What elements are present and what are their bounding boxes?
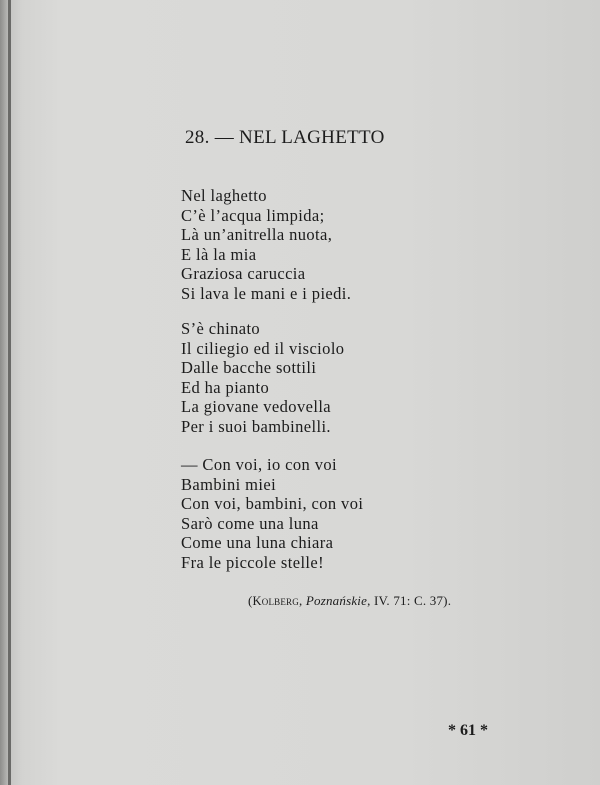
poem-title: 28. — NEL LAGHETTO xyxy=(185,127,385,148)
stanza-1 xyxy=(181,186,351,303)
verse-line: Come una luna chiara xyxy=(181,533,334,552)
verse-line: Là un’anitrella nuota, xyxy=(181,225,333,244)
verse-line: Per i suoi bambinelli. xyxy=(181,416,331,436)
verse-line: Con voi, bambini, con voi xyxy=(181,494,364,513)
verse-line: — Con voi, io con voi xyxy=(181,455,337,474)
verse-line: Sarò come una luna xyxy=(181,513,319,533)
citation-sep: , xyxy=(298,593,306,608)
verse-line: C’è l’acqua limpida; xyxy=(181,205,325,225)
verse-line: Nel laghetto xyxy=(181,186,267,205)
stanza-3 xyxy=(181,455,363,572)
verse-line: Si lava le mani e i piedi. xyxy=(181,283,352,303)
verse-line: Bambini miei xyxy=(181,474,277,494)
citation-open: ( xyxy=(248,593,253,608)
citation-ref: , IV. 71: C. 37). xyxy=(367,593,452,608)
verse-line: Il ciliegio ed il visciolo xyxy=(181,338,345,358)
citation-author: Kolberg xyxy=(252,594,299,608)
page-number: * 61 * xyxy=(448,722,488,739)
stanza-2 xyxy=(181,319,344,436)
verse-line: Dalle bacche sottili xyxy=(181,358,317,377)
binding-shadow xyxy=(0,0,8,785)
verse-line: S’è chinato xyxy=(181,319,261,338)
verse-line: Fra le piccole stelle! xyxy=(181,552,325,572)
verse-line: Graziosa caruccia xyxy=(181,264,306,283)
citation-work: Poznańskie xyxy=(305,593,368,608)
verse-line: Ed ha pianto xyxy=(181,377,270,397)
verse-line: E là la mia xyxy=(181,244,257,264)
verse-line: La giovane vedovella xyxy=(181,397,332,416)
binding-edge xyxy=(8,0,11,785)
source-citation xyxy=(248,593,451,609)
